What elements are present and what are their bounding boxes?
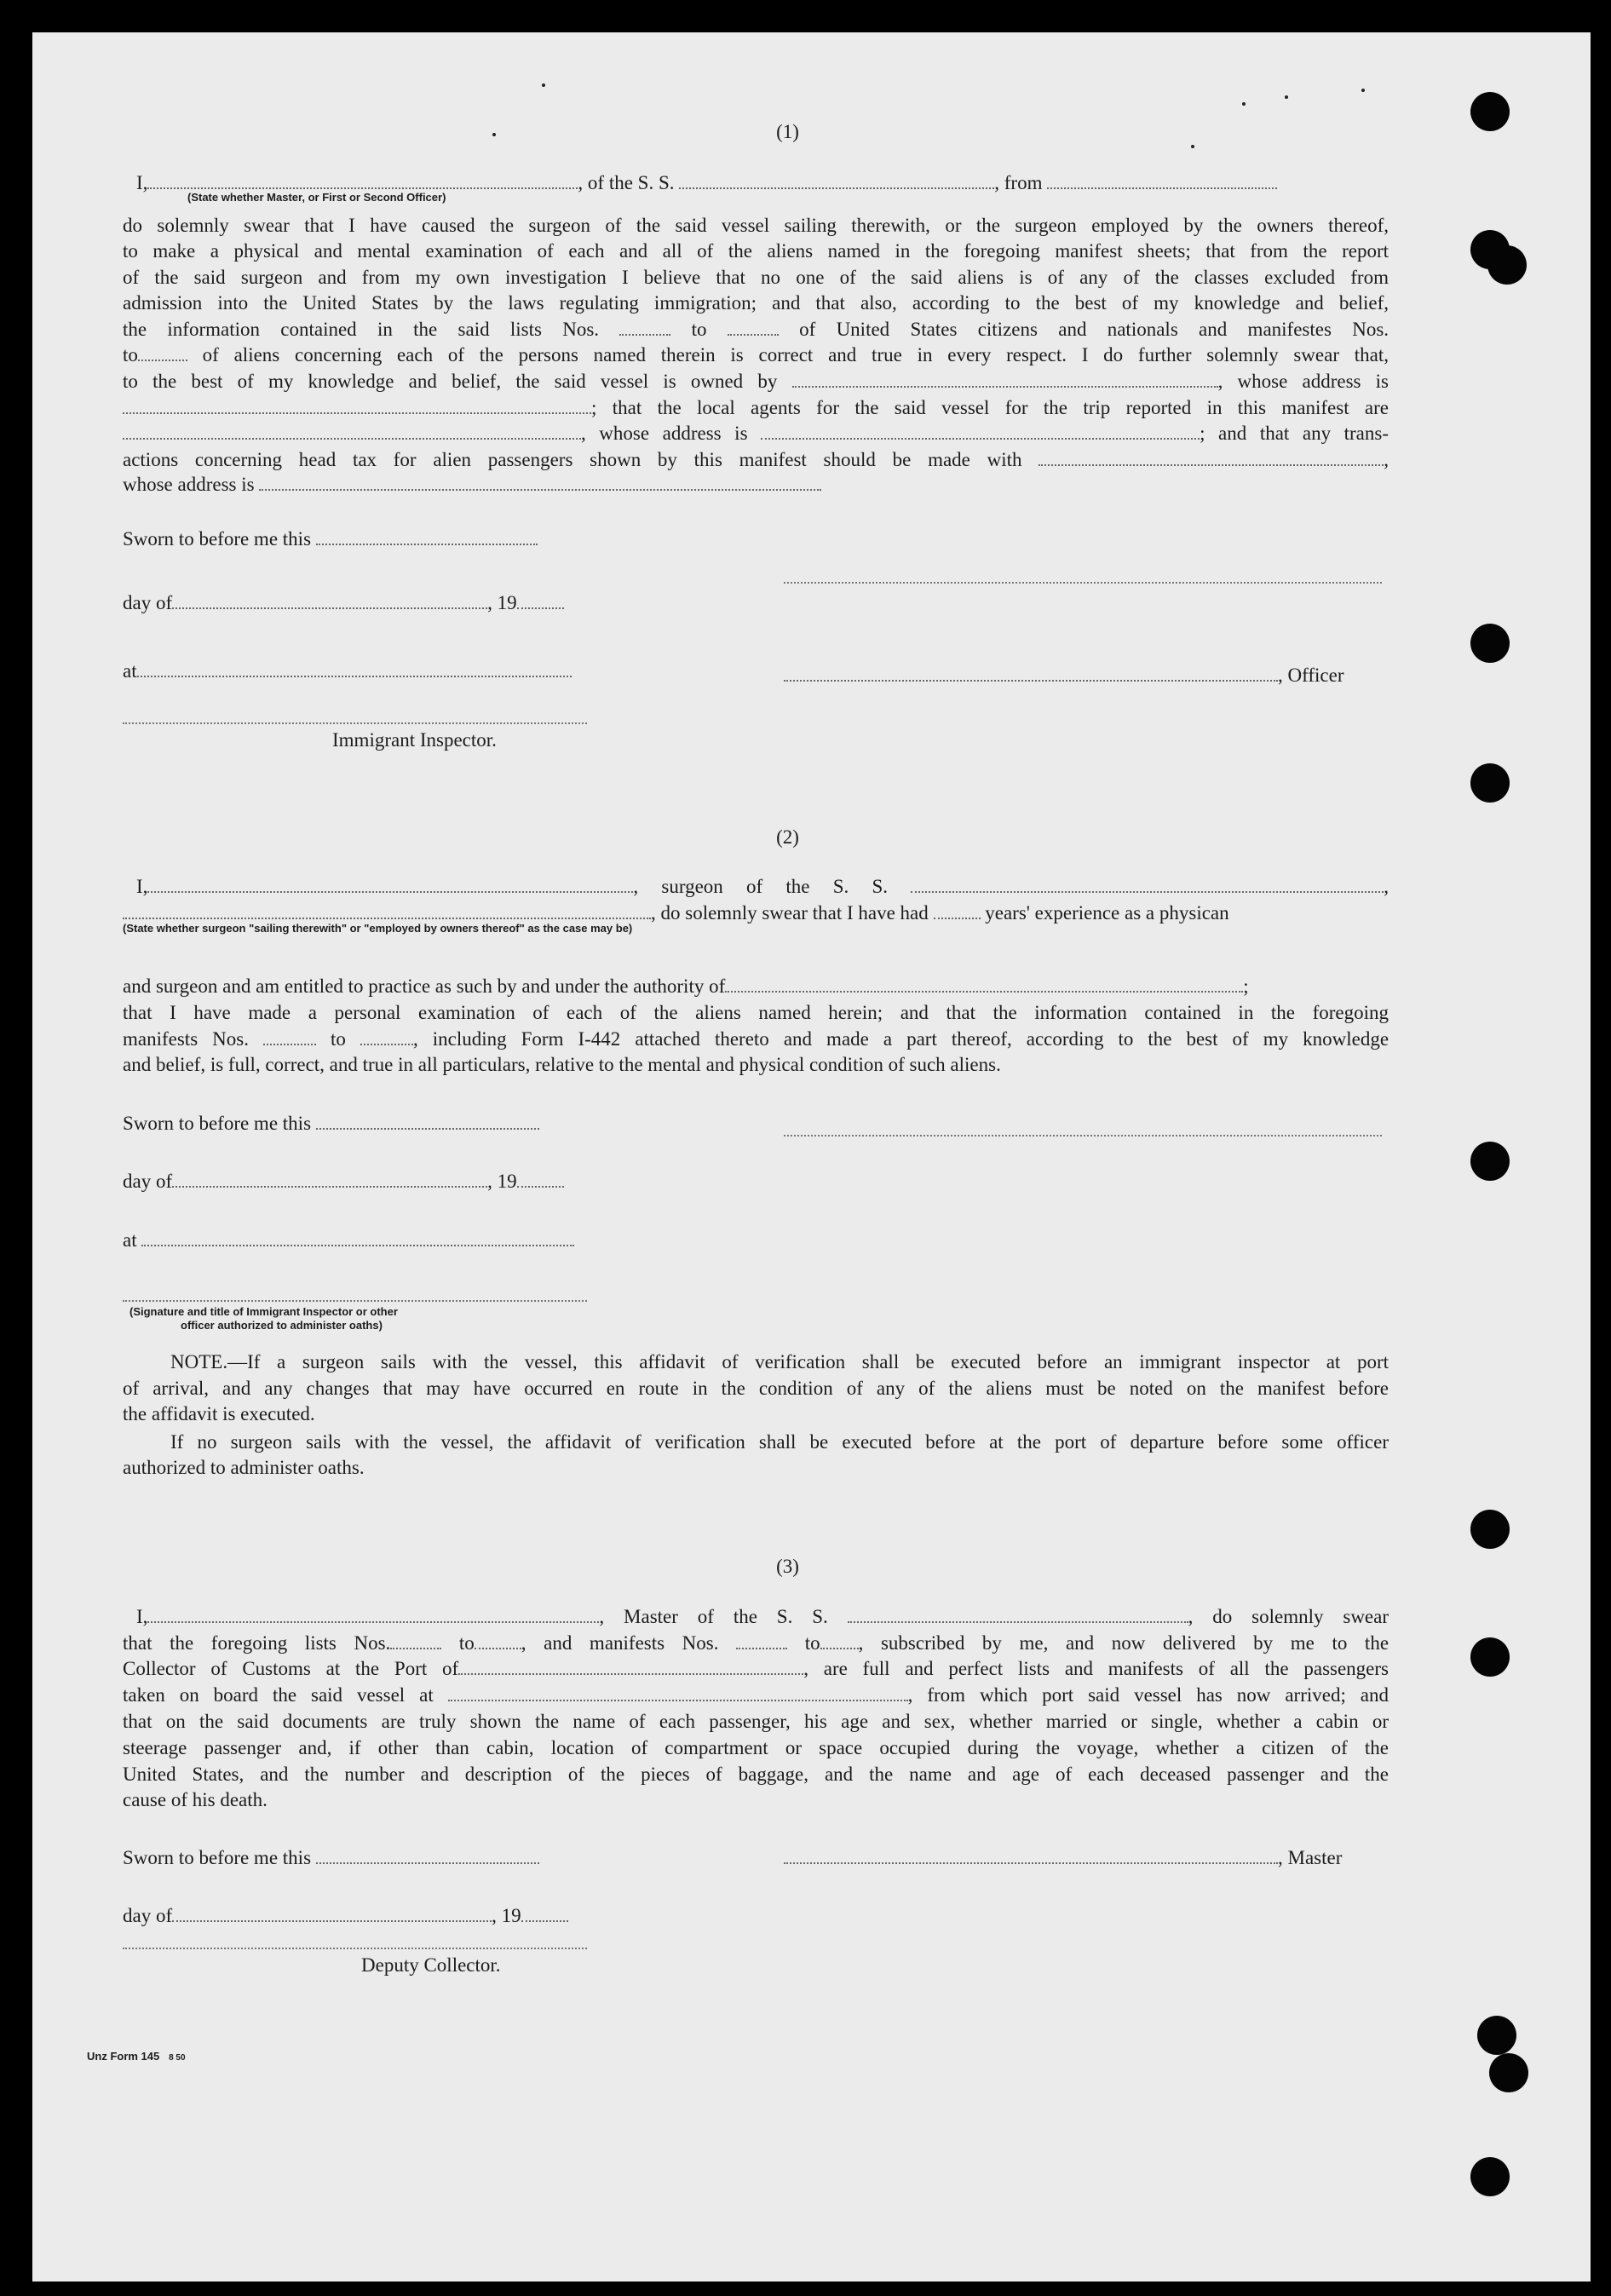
s2-surgeon-hint: (State whether surgeon "sailing therewith" or "employed by owners thereof" as the case may be)	[123, 922, 633, 935]
s1-agents-address-field[interactable]	[761, 424, 1200, 440]
s3-i: I,	[136, 1606, 148, 1627]
s1-to: to	[691, 319, 707, 340]
s2-at-field[interactable]	[141, 1231, 574, 1246]
s2-line4: that I have made a personal examination of each of the aliens named herein; and that the information contained in the foregoing	[123, 1002, 1389, 1023]
s2-ship-field[interactable]	[911, 878, 1384, 893]
s2-manifests-to-field[interactable]	[360, 1030, 413, 1045]
speck	[1191, 145, 1194, 148]
s1-day-label: day of	[123, 592, 173, 613]
s3-day-field[interactable]	[172, 1907, 492, 1922]
s1-manifests-to-field[interactable]	[138, 346, 187, 361]
s2-inspector-signature-line[interactable]	[123, 1300, 587, 1302]
s1-comma: ,	[1384, 449, 1389, 470]
s1-para-line: of the said surgeon and from my own investigation I believe that no one of the said aliens is of any of the classes excluded from	[123, 267, 1389, 288]
s1-year-field[interactable]	[517, 594, 564, 609]
s3-day-label: day of	[123, 1905, 173, 1926]
s2-note2-text: If no surgeon sails with the vessel, the affidavit of verification shall be executed before at the port of departure before some officer	[170, 1431, 1389, 1453]
s1-owner-address-label: , whose address is	[1217, 371, 1389, 392]
s1-para-line: to make a physical and mental examination of each and all of the aliens named in the foregoing manifest sheets; that from the report	[123, 240, 1389, 262]
s1-agents-text: ; that the local agents for the said vessel for the trip reported in this manifest are	[591, 397, 1389, 418]
s2-signature-hint-2: officer authorized to administer oaths)	[181, 1319, 383, 1332]
s1-line7	[123, 369, 1389, 395]
s1-line10	[123, 447, 1389, 474]
s3-to: to	[458, 1632, 475, 1654]
s3-subscribed-text: , subscribed by me, and now delivered by me to the	[858, 1632, 1389, 1654]
s1-line6	[123, 342, 1389, 369]
s3-master-name-field[interactable]	[147, 1608, 599, 1623]
binder-hole	[1489, 2053, 1528, 2092]
s2-i: I,	[136, 876, 148, 897]
form-number	[87, 2050, 186, 2065]
s1-inspector-label: Immigrant Inspector.	[332, 729, 497, 751]
s2-surgeon-type-field[interactable]	[123, 904, 651, 919]
form-code: 8 50	[169, 2053, 186, 2063]
s3-para-line: cause of his death.	[123, 1789, 268, 1810]
s1-day-field[interactable]	[172, 594, 487, 609]
s1-ship-field[interactable]	[679, 174, 994, 189]
binder-hole	[1470, 624, 1510, 663]
s2-line5	[123, 1027, 1389, 1053]
s1-lists-to-field[interactable]	[728, 320, 779, 336]
s3-sworn-label: Sworn to before me this	[123, 1847, 312, 1868]
s1-from-field[interactable]	[1047, 174, 1277, 189]
s1-line11	[123, 472, 821, 498]
s3-full-lists-text: , are full and perfect lists and manifests of all the passengers	[803, 1658, 1389, 1679]
s1-at-row	[123, 659, 572, 684]
s3-manifests-label: , and manifests Nos.	[521, 1632, 719, 1654]
speck	[542, 83, 545, 87]
s2-signature-line[interactable]	[784, 1135, 1382, 1136]
s1-i: I,	[136, 172, 148, 193]
s1-year-label: , 19	[487, 592, 517, 613]
s2-line6: and belief, is full, correct, and true in all particulars, relative to the mental and physical condition of such aliens.	[123, 1054, 1001, 1075]
s2-note-line: of arrival, and any changes that may have occurred en route in the condition of any of the aliens must be noted on the manifest before	[123, 1378, 1389, 1399]
s2-to: to	[331, 1028, 346, 1050]
s2-note-text: NOTE.—If a surgeon sails with the vessel, this affidavit of verification shall be executed before an immigrant inspector at port	[170, 1351, 1389, 1372]
s2-year-label: , 19	[487, 1171, 517, 1192]
s3-collector-label: Deputy Collector.	[361, 1954, 501, 1976]
s3-manifests-to-field[interactable]	[820, 1634, 859, 1649]
s2-day-row	[123, 1169, 564, 1194]
s2-year-field[interactable]	[517, 1172, 564, 1188]
s2-sworn-date-field[interactable]	[316, 1114, 539, 1130]
s1-lists-label: the information contained in the said lists Nos.	[123, 319, 600, 340]
s1-inspector-line[interactable]	[123, 722, 587, 724]
s2-surgeon-of-ss: , surgeon of the S. S.	[633, 876, 889, 897]
s1-line5	[123, 317, 1389, 343]
s2-note2-line: authorized to administer oaths.	[123, 1457, 365, 1478]
s3-para-line: United States, and the number and description of the pieces of baggage, and the name and age of each deceased passenger and the	[123, 1764, 1389, 1785]
s3-manifests-from-field[interactable]	[736, 1634, 787, 1649]
s3-master-row	[784, 1845, 1342, 1871]
form-sheet	[32, 32, 1591, 2282]
section-3-number: (3)	[776, 1556, 799, 1577]
s3-arrived-text: , from which port said vessel has now arrived; and	[907, 1684, 1389, 1706]
binder-hole	[1477, 2016, 1516, 2055]
s1-line8	[123, 395, 1389, 422]
s2-manifests-from-field[interactable]	[263, 1030, 316, 1045]
s1-sworn-label: Sworn to before me this	[123, 528, 312, 550]
binder-hole	[1470, 1637, 1510, 1677]
s3-port-label: Collector of Customs at the Port of	[123, 1658, 459, 1679]
s3-sworn-row	[123, 1845, 539, 1871]
s1-manifests-label: of United States citizens and nationals and manifestes Nos.	[799, 319, 1389, 340]
s3-swear-text: , do solemnly swear	[1188, 1606, 1389, 1627]
s3-para-line: steerage passenger and, if other than cabin, location of compartment or space occupied during the voyage, whether a citizen of the	[123, 1737, 1389, 1758]
s1-at-field[interactable]	[137, 662, 572, 677]
s2-form-text: , including Form I-442 attached thereto and made a part thereof, according to the best of my knowledge	[412, 1028, 1389, 1050]
s1-para-line: admission into the United States by the laws regulating immigration; and that also, according to the best of my knowledge and belief,	[123, 292, 1389, 314]
s3-sworn-date-field[interactable]	[316, 1849, 539, 1864]
s3-line3	[123, 1656, 1389, 1683]
s2-note2-line	[123, 1430, 1389, 1456]
s1-whose-address: whose address is	[123, 474, 255, 495]
section-2-number: (2)	[776, 826, 799, 848]
s2-authority-text: and surgeon and am entitled to practice as such by and under the authority of	[123, 975, 726, 997]
speck	[1242, 102, 1246, 106]
s1-sworn-date-field[interactable]	[316, 530, 538, 545]
s3-lists-to-field[interactable]	[475, 1634, 521, 1649]
s2-line1	[136, 874, 1389, 901]
s3-line2	[123, 1631, 1389, 1657]
s1-owned-by: to the best of my knowledge and belief, the said vessel is owned by	[123, 371, 778, 392]
s1-owner-field[interactable]	[792, 372, 1218, 388]
s1-signature-line[interactable]	[784, 582, 1382, 584]
s1-officer-sign-field[interactable]	[784, 666, 1278, 682]
s1-officer-hint: (State whether Master, or First or Second Officer)	[187, 191, 446, 204]
s3-lists-from-field[interactable]	[390, 1634, 441, 1649]
s1-officer-row	[784, 663, 1343, 688]
s3-master-label: , Master	[1278, 1847, 1343, 1868]
s2-day-field[interactable]	[172, 1172, 487, 1188]
s1-sworn-row	[123, 527, 538, 552]
s1-head-tax-text: actions concerning head tax for alien passengers shown by this manifest should be made with	[123, 449, 1022, 470]
speck	[1361, 89, 1365, 92]
s3-port-field[interactable]	[458, 1660, 803, 1675]
s3-master-sign-field[interactable]	[784, 1849, 1278, 1864]
s1-officer-label: , Officer	[1278, 665, 1344, 686]
binder-hole	[1470, 763, 1510, 803]
s1-agents-field[interactable]	[123, 424, 581, 440]
s2-swear-text: , do solemnly swear that I have had	[651, 902, 929, 924]
binder-hole	[1470, 1142, 1510, 1181]
speck	[1285, 95, 1288, 99]
s2-surgeon-name-field[interactable]	[147, 878, 633, 893]
s2-manifests-label: manifests Nos.	[123, 1028, 249, 1050]
s1-head-tax-address-field[interactable]	[259, 475, 821, 491]
s2-at-row	[123, 1228, 574, 1253]
s3-master-of-ss: , Master of the S. S.	[599, 1606, 828, 1627]
s1-from: , from	[994, 172, 1043, 193]
s1-line9	[123, 421, 1389, 447]
binder-hole	[1470, 1510, 1510, 1549]
s2-years-field[interactable]	[934, 904, 981, 919]
s2-at-label: at	[123, 1229, 137, 1251]
s2-authority-field[interactable]	[725, 977, 1243, 993]
s2-note-line: the affidavit is executed.	[123, 1403, 315, 1424]
s3-taken-on-board: taken on board the said vessel at	[123, 1684, 434, 1706]
section-1-number: (1)	[776, 121, 799, 142]
s3-to-2: to	[804, 1632, 820, 1654]
binder-hole	[1470, 2157, 1510, 2196]
s1-agents-address-label: , whose address is	[581, 423, 748, 444]
s1-trans-text: ; and that any trans-	[1200, 423, 1389, 444]
s1-owner-address-field[interactable]	[123, 399, 591, 414]
s2-day-label: day of	[123, 1171, 173, 1192]
s3-para-line: that on the said documents are truly shown the name of each passenger, his age and sex, whether married or single, whether a cabin or	[123, 1711, 1389, 1732]
s3-lists-label: that the foregoing lists Nos.	[123, 1632, 391, 1654]
s3-day-row	[123, 1903, 568, 1929]
s1-day-row	[123, 590, 564, 616]
s3-collector-line[interactable]	[123, 1948, 587, 1949]
s2-line3	[123, 974, 1249, 999]
s3-year-label: , 19	[492, 1905, 521, 1926]
s3-port-taken-field[interactable]	[448, 1686, 908, 1701]
s1-aliens-text: of aliens concerning each of the persons named therein is correct and true in every respect. I do further solemnly swear that,	[202, 344, 1389, 365]
s3-ship-field[interactable]	[848, 1608, 1188, 1623]
s2-comma: ,	[1384, 876, 1389, 897]
s3-year-field[interactable]	[521, 1907, 568, 1922]
s2-signature-hint-1: (Signature and title of Immigrant Inspector or other	[129, 1305, 398, 1318]
s1-officer-field[interactable]	[147, 174, 578, 189]
s2-note-line	[123, 1349, 1389, 1376]
s2-experience-text: years' experience as a physican	[985, 902, 1229, 924]
s3-line4	[123, 1683, 1389, 1709]
form-label: Unz Form 145	[87, 2050, 160, 2063]
s1-of-ss: , of the S. S.	[578, 172, 675, 193]
s3-line1	[136, 1604, 1389, 1631]
s1-at-label: at	[123, 660, 137, 682]
s1-to-2: to	[123, 344, 138, 365]
s2-semicolon: ;	[1243, 975, 1249, 997]
s2-sworn-row	[123, 1111, 539, 1136]
s1-para-line: do solemnly swear that I have caused the surgeon of the said vessel sailing therewith, or the surgeon employed by the owners thereof,	[123, 215, 1389, 236]
s2-sworn-label: Sworn to before me this	[123, 1113, 312, 1134]
binder-hole	[1487, 245, 1527, 285]
s1-lists-from-field[interactable]	[619, 320, 670, 336]
s1-head-tax-field[interactable]	[1039, 451, 1384, 466]
